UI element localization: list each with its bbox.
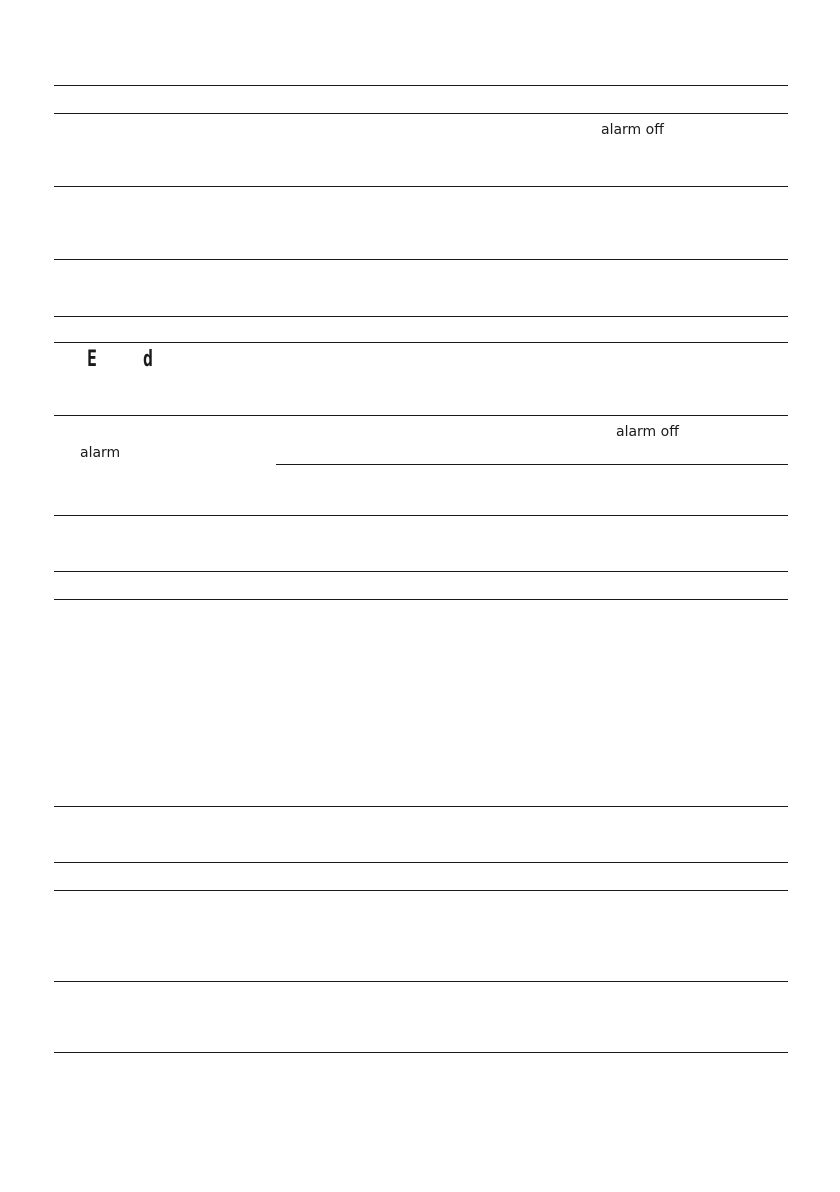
row1-solution-text: alarm off bbox=[601, 122, 664, 138]
row6-solution-text: alarm off bbox=[616, 424, 679, 440]
display-glyph-d: d bbox=[143, 347, 153, 372]
row-divider bbox=[54, 981, 788, 982]
sub-row-divider bbox=[276, 464, 788, 465]
section-rule bbox=[54, 862, 788, 863]
row-divider bbox=[54, 415, 788, 416]
row-divider bbox=[54, 186, 788, 187]
display-glyph-e: E bbox=[87, 347, 97, 372]
row-divider bbox=[54, 259, 788, 260]
section-header-bottom-rule bbox=[54, 890, 788, 891]
table-header-bottom-rule bbox=[54, 113, 788, 114]
row-divider bbox=[54, 515, 788, 516]
table-bottom-rule bbox=[54, 1052, 788, 1053]
row6-fault-text: alarm bbox=[80, 445, 121, 461]
row-divider bbox=[54, 806, 788, 807]
table-header-top-rule bbox=[54, 85, 788, 86]
section-rule bbox=[54, 571, 788, 572]
row-divider bbox=[54, 342, 788, 343]
section-header-bottom-rule bbox=[54, 599, 788, 600]
row-divider bbox=[54, 316, 788, 317]
